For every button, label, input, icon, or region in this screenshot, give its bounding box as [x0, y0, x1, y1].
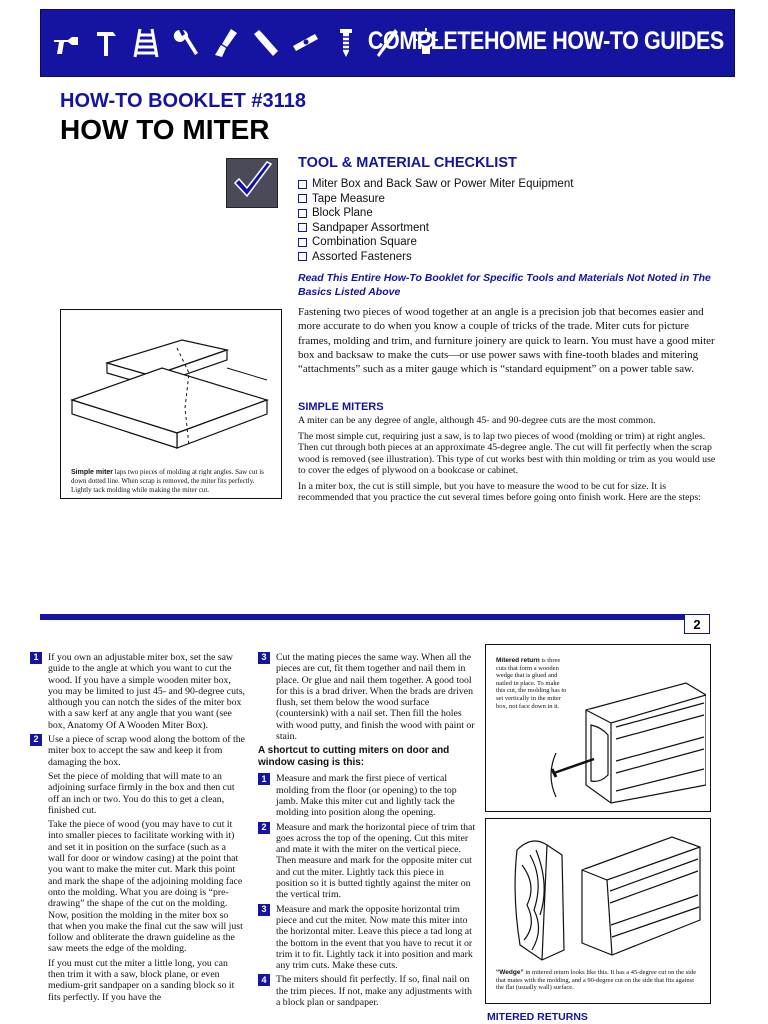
checkbox-icon	[298, 180, 307, 189]
wedge-figure	[485, 818, 711, 1004]
step-number-badge: 2	[258, 822, 270, 834]
hammer-icon	[89, 22, 123, 64]
checkbox-icon	[298, 209, 307, 218]
checkbox-icon	[298, 223, 307, 232]
step-item: 2 Use a piece of scrap wood along the bottom of the miter box to accept the saw and keep it from damaging the box.	[30, 734, 245, 768]
step-detail: Set the piece of molding that will mate to an adjoining surface firmly in the box and then cut off an inch or two. You do this to get a clean, finished cut. Take the piece of wood (you may have to cut it into smaller pieces to facilitate working with it) and set it in position on the surface (such as a wall for door or window casing) at the point that you want to make the miter cut. Mark this point and mark the shape of the adjoining molding face onto the molding. What you are doing is “pre-drawing” the shape of the cut on the molding. Now, position the molding in the miter box so that when you make the final cut the saw will just follow and obliterate the drawn guideline as the saw meets the edge of the molding. If you must cut the miter a little long, you can then trim it with a saw, block plane, or even medium-grit sandpaper on a sanding block so it fits perfectly. If you have the	[48, 770, 243, 1003]
checkbox-icon	[298, 238, 307, 247]
checklist-note: Read This Entire How-To Booklet for Specific Tools and Materials Not Noted in The Basics Listed Above	[298, 272, 711, 298]
screw-icon	[329, 22, 363, 64]
left-column	[30, 652, 245, 1006]
checklist	[298, 177, 573, 264]
page-title: HOW TO MITER	[60, 114, 270, 145]
page-divider	[40, 614, 706, 620]
step-number-badge: 3	[258, 904, 270, 916]
figure-caption: Simple miter laps two pieces of molding at right angles. Saw cut is down dotted line. When scrap is removed, the miter fits perfectly. Lightly tack molding while making the miter cut.	[71, 468, 264, 494]
step-item: 3 Cut the mating pieces the same way. When all the pieces are cut, fit them together and nail them in place. Or glue and nail them together. A good tool for this is a brad driver. When the brads are driven flush, set them below the wood surface (countersink) with a nail set. Then fill the holes with wood putty, and finish the wood with paint or stain.	[258, 652, 476, 742]
checklist-title: TOOL & MATERIAL CHECKLIST	[298, 155, 517, 171]
checkbox-icon	[298, 252, 307, 261]
brand-name: COMPLETEHOME HOW-TO GUIDES	[368, 27, 724, 55]
checklist-item: Tape Measure	[298, 192, 573, 207]
checklist-item: Combination Square	[298, 235, 573, 250]
shortcut-heading: A shortcut to cutting miters on door and window casing is this:	[258, 745, 450, 769]
wedge-illustration	[502, 825, 702, 965]
simple-miters-text: A miter can be any degree of angle, although 45- and 90-degree cuts are the most common. The most simple cut, requiring just a saw, is to lap two pieces of wood (molding or trim) at right angles. Then cut through both pieces at an approximate 45-degree angle. The cut will fit perfectly when the scrap wood is removed (see illustration). This type of cut works best with thin molding or trim as you would use to cover the edges of plywood on a bookcase or cabinet. In a miter box, the cut is still simple, but you have to measure the wood to be cut for size. It is recommended that you practice the cut several times before going onto finish work. Here are the steps:	[298, 415, 716, 503]
checkbox-icon	[298, 194, 307, 203]
middle-column	[258, 652, 476, 1011]
step-number-badge: 2	[30, 734, 42, 746]
step-number-badge: 1	[30, 652, 42, 664]
wrench-icon	[169, 22, 203, 64]
step-number-badge: 1	[258, 773, 270, 785]
step-item: 2 Measure and mark the horizontal piece of trim that goes across the top of the opening. Cut this miter and mate it with the miter on the vertical piece. Then measure and mark for the opposite miter cut and cut the miter. Lightly tack this piece in position so it is butted tightly against the miter on the vertical trim.	[258, 822, 476, 901]
step-item: 1 If you own an adjustable miter box, set the saw guide to the angle at which you want to cut the wood. If you have a simple wooden miter box, you may be limited to just 45- and 90-degree cuts, although you can notch the sides of the miter box with a saw kerf at any angle that you want (see box, Anatomy Of A Wooden Miter Box).	[30, 652, 245, 731]
checklist-item: Assorted Fasteners	[298, 250, 573, 265]
saw-icon	[249, 22, 283, 64]
checklist-item: Sandpaper Assortment	[298, 221, 573, 236]
booklet-number: HOW-TO BOOKLET #3118	[60, 90, 306, 112]
step-number-badge: 3	[258, 652, 270, 664]
drill-icon	[49, 22, 83, 64]
step-item: 1 Measure and mark the first piece of vertical molding from the floor (or opening) to the top jamb. Make this miter cut and lightly tack the molding into position along the opening.	[258, 773, 476, 818]
paintbrush-icon	[209, 22, 243, 64]
step-item: 3 Measure and mark the opposite horizontal trim piece and cut the miter. Now mate this miter into the horizontal miter. Leave this piece a tad long at the bottom in the event that you have to recut it or trim it to fit. Lightly tack it into position and mark any trim cuts. Make these cuts.	[258, 904, 476, 972]
section-heading: MITERED RETURNS	[487, 1011, 588, 1023]
step-item: 4 The miters should fit perfectly. If so, final nail on the trim pieces. If not, make any adjustments with a block plan or sandpaper.	[258, 974, 476, 1008]
mitered-return-figure	[485, 644, 711, 812]
page-number: 2	[684, 614, 710, 634]
checkmark-icon	[226, 158, 278, 208]
section-heading: SIMPLE MITERS	[298, 401, 384, 413]
figure-caption: “Wedge” in mitered return looks like this. It has a 45-degree cut on the side that mates with the molding, and a 90-degree cut on the side that fits against the flat (usually wall) surface.	[496, 969, 697, 992]
step-number-badge: 4	[258, 974, 270, 986]
figure-caption: Mitered return is three cuts that form a wooden wedge that is glued and nailed in place. To make this cut, the molding has to set vertically in the miter box, not face down in it.	[496, 657, 567, 710]
mitered-return-illustration	[516, 665, 706, 809]
level-icon	[289, 22, 323, 64]
simple-miter-figure	[60, 309, 282, 499]
simple-miter-illustration	[67, 328, 273, 463]
checklist-item: Block Plane	[298, 206, 573, 221]
checklist-item: Miter Box and Back Saw or Power Miter Equipment	[298, 177, 573, 192]
ladder-icon	[129, 22, 163, 64]
intro-paragraph: Fastening two pieces of wood together at an angle is a precision job that becomes easier and more accurate to do when you know a couple of tricks of the trade. Miter cuts for picture frames, molding and trim, and furniture joinery are quick to learn. You must have a good miter box and backsaw to make the cuts—or use power saws with fine-tooth blades and mitering “attachments” such as a miter gauge which is “standard equipment” on a power table saw.	[298, 306, 715, 376]
header-banner	[40, 9, 735, 77]
